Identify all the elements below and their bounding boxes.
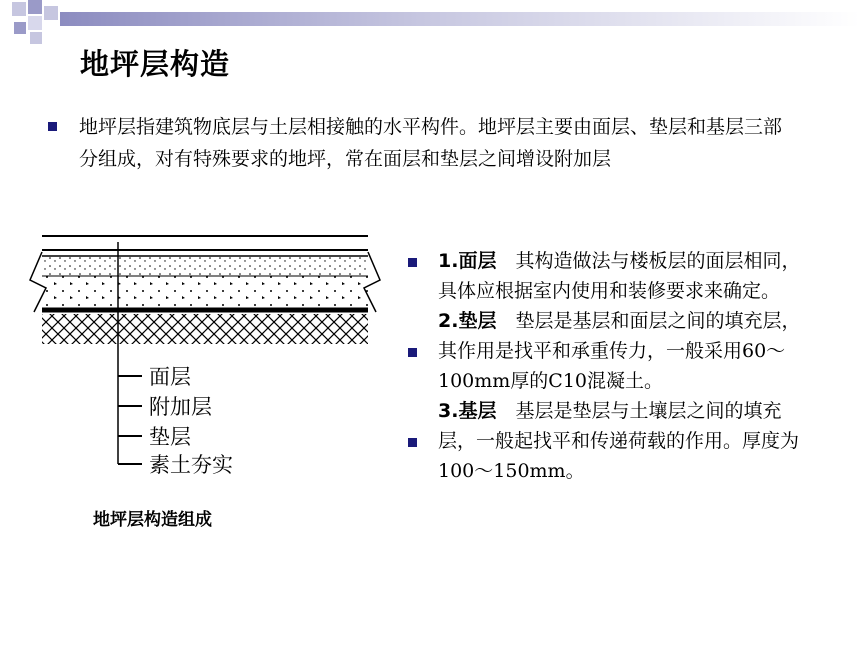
diagram-label-surface: 面层	[149, 365, 191, 389]
bullet-icon	[408, 438, 417, 447]
list-item-cushion	[438, 306, 818, 396]
diagram-label-rammed-soil: 素土夯实	[149, 453, 233, 477]
layer-list	[438, 246, 818, 486]
diagram-label-additional: 附加层	[149, 395, 212, 419]
slide-title: 地坪层构造	[80, 47, 231, 81]
bullet-icon	[408, 258, 417, 267]
decorative-header-bar	[60, 12, 860, 26]
item-body: 其构造做法与楼板层的面层相同，具体应根据室内使用和装修要求来确定。	[438, 250, 801, 302]
item-heading: 2.垫层	[438, 310, 497, 332]
item-body: 垫层是基层和面层之间的填充层，其作用是找平和承重传力，一般采用60～100mm厚的C10混凝土。	[438, 310, 801, 392]
item-heading: 3.基层	[438, 400, 497, 422]
item-heading: 1.面层	[438, 250, 497, 272]
list-item-base	[438, 396, 818, 486]
bullet-icon	[408, 348, 417, 357]
intro-paragraph: 地坪层指建筑物底层与土层相接触的水平构件。地坪层主要由面层、垫层和基层三部分组成，对有特殊要求的地坪，常在面层和垫层之间增设附加层	[79, 116, 783, 170]
diagram-label-cushion: 垫层	[149, 425, 191, 449]
floor-section-diagram	[28, 232, 388, 482]
item-body: 基层是垫层与土壤层之间的填充层，一般起找平和传递荷载的作用。厚度为100～150mm。	[438, 400, 800, 482]
list-item-surface	[438, 246, 818, 306]
diagram-caption: 地坪层构造组成	[93, 510, 212, 530]
bullet-icon	[48, 122, 57, 131]
